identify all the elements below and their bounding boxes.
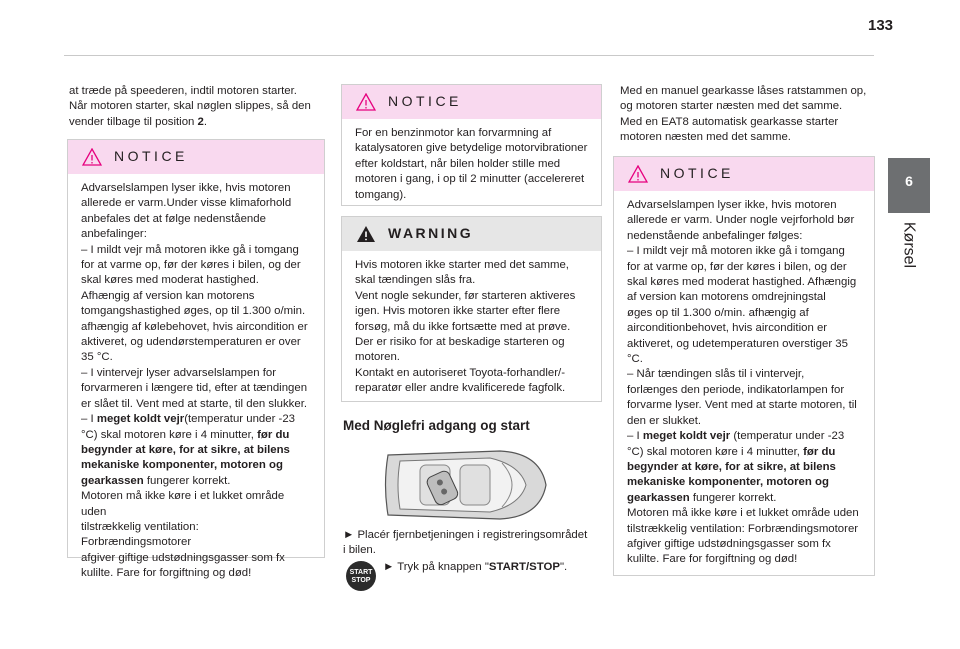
- text-run: For en benzinmotor kan forvarmning af: [355, 127, 552, 139]
- text-run: for at varme op, før der køres i bilen, og der: [627, 260, 847, 273]
- text-run: 35 °C.: [81, 351, 113, 364]
- text-run: afgiver giftige udstødningsgasser som fx: [81, 551, 285, 564]
- text-run: igen. Hvis motoren ikke starter efter flere: [355, 305, 561, 318]
- text-line: [69, 99, 334, 114]
- text-line: [343, 528, 605, 543]
- text-line: [627, 213, 862, 228]
- start-label: START: [349, 569, 373, 576]
- text-line: [355, 366, 589, 381]
- text-run: vender tilbage til position: [69, 115, 198, 128]
- text-line: [355, 335, 589, 350]
- text-line: [620, 115, 882, 130]
- text-line: [81, 181, 312, 196]
- text-run: °C.: [627, 353, 643, 366]
- text-run: skal køres med moderat hastighed. Afhængig: [627, 276, 857, 289]
- text-line: [355, 258, 589, 273]
- text-line: [81, 489, 312, 520]
- warning-header: [342, 217, 601, 251]
- text-run: efter koldstart, når bilen holder stille med: [355, 157, 561, 170]
- text-run: afhængig af kølebehovet, hvis aircondition er: [81, 320, 308, 333]
- text-run: skal køres med moderat hastighed.: [81, 274, 259, 287]
- text-run: forvarmeren i længere tid, efter at tændingen: [81, 382, 308, 395]
- text-line: [627, 367, 862, 382]
- text-run: anbefales det at følge nedenstående: [81, 212, 266, 225]
- text-line: [81, 443, 312, 458]
- col1-intro: [69, 84, 334, 130]
- text-line: [81, 258, 312, 273]
- text-run: Vent nogle sekunder, før starteren aktiveres: [355, 289, 576, 302]
- text-line: [627, 429, 862, 444]
- text-line: [81, 273, 312, 288]
- text-run: i bilen.: [343, 544, 376, 557]
- text-line: [620, 84, 882, 99]
- warning-triangle-icon: [82, 148, 102, 166]
- notice-body: [342, 119, 601, 211]
- text-line: [81, 196, 312, 211]
- text-line: [81, 566, 312, 581]
- text-run: motoren i gang, i op til 2 minutter (accelereret: [355, 173, 585, 186]
- text-run: airconditionbehovet, hvis aircondition er: [627, 322, 828, 335]
- text-run: .: [203, 115, 208, 128]
- text-run: afgiver giftige udstødningsgasser som fx: [627, 537, 831, 550]
- chapter-title: Kørsel: [900, 221, 918, 269]
- text-line: [627, 383, 862, 398]
- col2-notice-box: [341, 84, 602, 206]
- text-run: Afhængig af version kan motorens: [81, 289, 255, 302]
- chapter-number: 6: [905, 173, 913, 189]
- text-run: den er slukket.: [627, 414, 702, 427]
- text-line: [627, 275, 862, 290]
- text-run: – I: [81, 413, 97, 426]
- section-title: Med Nøglefri adgang og start: [343, 418, 530, 433]
- text-run: – I: [627, 430, 643, 443]
- bold-text: gearkassen: [627, 491, 690, 504]
- notice-header: [68, 140, 324, 174]
- text-run: anbefalinger:: [81, 228, 147, 241]
- text-run: aktiveret, og udendørstemperaturen er over: [81, 336, 301, 349]
- bold-text: før du: [257, 428, 290, 441]
- text-line: [81, 458, 312, 473]
- text-run: tilstrækkelig ventilation: Forbrændingsmotorer: [627, 522, 859, 535]
- text-run: Motoren må ikke køre i et lukket område uden: [81, 490, 285, 518]
- text-run: – Når tændingen slås til i vintervejr,: [627, 368, 805, 381]
- text-run: er slået til. Vent med at starte, til den slukker.: [81, 397, 308, 410]
- bold-text: begynder at køre, for at sikre, at bilens: [627, 460, 836, 473]
- bold-text: mekaniske komponenter, motoren og: [627, 476, 829, 489]
- text-run: aktiveret, og udetemperaturen overstiger 35: [627, 337, 848, 350]
- text-line: [627, 290, 862, 305]
- text-run: – I vintervejr lyser advarselslampen for: [81, 366, 276, 379]
- text-line: [627, 537, 862, 552]
- text-run: – I mildt vejr må motoren ikke gå i tomgang: [627, 245, 845, 258]
- text-run: og motoren starter næsten med det samme.: [620, 100, 843, 113]
- text-run: (temperatur under -23: [184, 413, 296, 426]
- text-line: [355, 188, 589, 203]
- text-line: [627, 552, 862, 567]
- text-line: [343, 543, 605, 558]
- text-line: [355, 273, 589, 288]
- text-line: [627, 321, 862, 336]
- text-run: ► Placér fjernbetjeningen i registreringsområdet: [343, 529, 588, 541]
- text-line: [81, 412, 312, 427]
- stop-label: STOP: [351, 577, 371, 584]
- text-line: [81, 335, 312, 350]
- text-run: ► Tryk på knappen ": [383, 561, 489, 573]
- bold-text: 2: [197, 115, 204, 128]
- text-line: [627, 522, 862, 537]
- text-line: [81, 397, 312, 412]
- text-run: katalysatoren give betydelige motorvibrationer: [355, 142, 588, 155]
- text-line: [355, 304, 589, 319]
- text-run: tomgangshastighed øges, op til 1.300 o/min.: [81, 305, 306, 318]
- text-run: Når motoren starter, skal nøglen slippes, så den: [69, 100, 311, 113]
- col2-warning-box: [341, 216, 602, 402]
- notice-title: NOTICE: [660, 165, 734, 182]
- start-stop-button-icon: [346, 561, 376, 591]
- bold-text: meget koldt vejr: [96, 413, 185, 426]
- text-line: [627, 337, 862, 352]
- text-run: Med en EAT8 automatisk gearkasse starter: [620, 115, 839, 128]
- text-line: [627, 491, 862, 506]
- bold-text: gearkassen: [81, 474, 144, 487]
- text-line: [355, 141, 589, 156]
- notice-header: [614, 157, 874, 191]
- bold-text: før du: [803, 445, 836, 458]
- text-line: [81, 304, 312, 319]
- page-number: 133: [868, 17, 894, 34]
- notice-body: [68, 174, 324, 590]
- bold-text: meget koldt vejr: [642, 430, 731, 443]
- text-line: [627, 198, 862, 213]
- text-line: [81, 350, 312, 365]
- text-run: øges op til 1.300 o/min. afhængig af: [627, 306, 809, 319]
- text-line: [627, 460, 862, 475]
- bold-text: mekaniske komponenter, motoren og: [81, 459, 283, 472]
- col3-intro: [620, 84, 882, 146]
- text-line: [69, 84, 334, 99]
- text-line: [355, 320, 589, 335]
- text-line: [81, 520, 312, 551]
- bold-text: begynder at køre, for at sikre, at bilens: [81, 443, 290, 456]
- text-run: °C) skal motoren køre i 4 minutter,: [81, 428, 258, 441]
- notice-title: NOTICE: [114, 148, 188, 165]
- text-run: Der er risiko for at beskadige starteren og: [355, 336, 565, 349]
- warning-triangle-icon: [356, 225, 376, 243]
- text-line: [81, 227, 312, 242]
- text-run: forvarme lyser. Vent med at starte motoren, til: [627, 399, 857, 412]
- warning-body: [342, 251, 601, 405]
- text-line: [355, 350, 589, 365]
- text-run: forlænges den periode, indikatorlampen for: [627, 383, 845, 396]
- text-run: ".: [559, 561, 568, 573]
- text-run: tilstrækkelig ventilation: Forbrændingsmotorer: [81, 520, 199, 549]
- text-run: nedenstående anbefalinger følges:: [627, 229, 803, 242]
- warning-triangle-icon: [628, 165, 648, 183]
- col1-notice-box: [67, 139, 325, 580]
- text-run: at træde på speederen, indtil motoren starter.: [69, 85, 297, 97]
- text-line: [627, 260, 862, 275]
- text-line: [627, 306, 862, 321]
- text-line: [620, 130, 882, 145]
- header-divider: [64, 55, 874, 56]
- text-line: [627, 398, 862, 413]
- text-line: [627, 414, 862, 429]
- text-line: [81, 366, 312, 381]
- warning-triangle-icon: [356, 93, 376, 111]
- text-line: [627, 445, 862, 460]
- bold-text: START/STOP: [488, 561, 560, 573]
- text-run: Med en manuel gearkasse låses ratstammen op,: [620, 85, 867, 97]
- car-keyfob-illustration: [380, 445, 550, 525]
- text-run: Motoren må ikke køre i et lukket område uden: [627, 507, 859, 520]
- text-line: [355, 157, 589, 172]
- text-run: fungerer korrekt.: [143, 474, 231, 487]
- text-run: skal tændingen slås fra.: [355, 274, 476, 287]
- text-run: forsøg, må du ikke fortsætte med at prøve.: [355, 320, 571, 333]
- text-run: Hvis motoren ikke starter med det samme,: [355, 259, 569, 271]
- notice-title: NOTICE: [388, 93, 462, 110]
- text-line: [69, 115, 334, 130]
- text-line: [627, 506, 862, 521]
- text-run: allerede er varm.Under visse klimaforhold: [81, 197, 292, 210]
- text-run: allerede er varm. Under nogle vejrforhold bør: [627, 214, 855, 227]
- text-run: (temperatur under -23: [730, 430, 845, 443]
- col2-step2: [383, 560, 603, 575]
- text-run: tomgang).: [355, 188, 407, 201]
- text-run: motoren næsten med det samme.: [620, 131, 791, 144]
- text-run: for at varme op, før der køres i bilen, og der: [81, 259, 301, 272]
- text-line: [627, 244, 862, 259]
- text-line: [81, 212, 312, 227]
- text-line: [81, 551, 312, 566]
- text-line: [81, 428, 312, 443]
- text-line: [355, 289, 589, 304]
- text-line: [620, 99, 882, 114]
- notice-header: [342, 85, 601, 119]
- text-run: – I mildt vejr må motoren ikke gå i tomgang: [81, 243, 299, 256]
- text-run: Advarselslampen lyser ikke, hvis motoren: [81, 182, 291, 194]
- text-run: °C) skal motoren køre i 4 minutter,: [627, 445, 804, 458]
- notice-body: [614, 191, 874, 576]
- text-line: [355, 172, 589, 187]
- text-line: [627, 229, 862, 244]
- text-line: [81, 474, 312, 489]
- chapter-title-vertical: [885, 215, 933, 275]
- text-line: [81, 243, 312, 258]
- text-line: [355, 126, 589, 141]
- text-line: [383, 560, 603, 575]
- text-line: [355, 381, 589, 396]
- text-run: reparatør eller andre kvalificerede fagfolk.: [355, 382, 566, 395]
- text-run: kulilte. Fare for forgiftning og død!: [81, 567, 252, 580]
- text-line: [627, 352, 862, 367]
- text-run: af version kan motorens omdrejningstal: [627, 291, 826, 304]
- text-run: Advarselslampen lyser ikke, hvis motoren: [627, 199, 837, 211]
- warning-title: WARNING: [388, 225, 474, 242]
- text-line: [627, 475, 862, 490]
- text-line: [81, 289, 312, 304]
- text-line: [81, 381, 312, 396]
- col2-step1: [343, 528, 605, 559]
- text-run: Kontakt en autoriseret Toyota-forhandler/-: [355, 366, 566, 379]
- text-line: [81, 320, 312, 335]
- text-run: kulilte. Fare for forgiftning og død!: [627, 553, 798, 566]
- text-run: fungerer korrekt.: [689, 491, 777, 504]
- col3-notice-box: [613, 156, 875, 576]
- text-run: motoren.: [355, 351, 400, 364]
